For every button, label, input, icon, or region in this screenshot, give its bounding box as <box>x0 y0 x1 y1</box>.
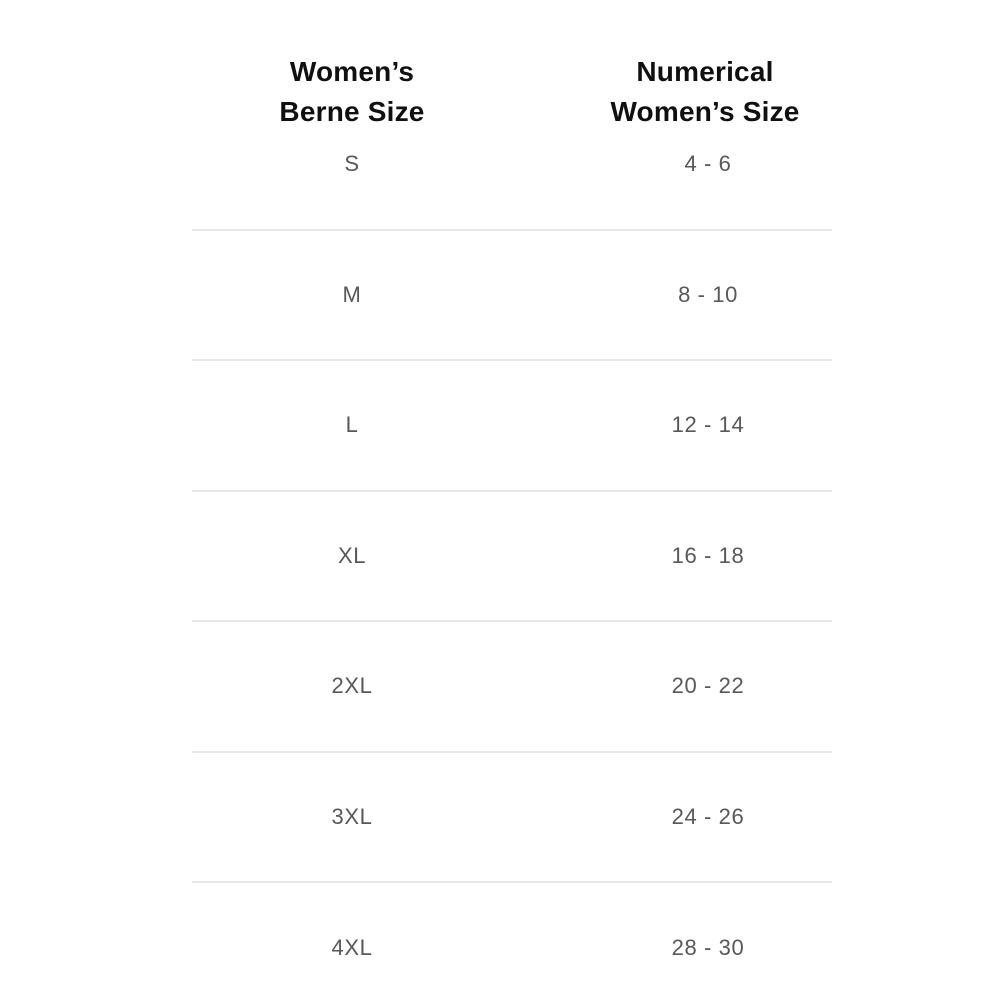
cell-berne-size: 2XL <box>331 673 373 699</box>
cell-berne-size: L <box>345 412 359 438</box>
header-numerical-size-line2: Women’s Size <box>610 96 800 127</box>
header-numerical-size-line1: Numerical <box>636 56 774 87</box>
size-chart-body <box>192 100 832 1000</box>
cell-numerical-size: 12 - 14 <box>671 412 745 438</box>
cell-numerical-size: 28 - 30 <box>671 935 745 961</box>
table-row <box>192 622 832 753</box>
table-row <box>192 492 832 623</box>
cell-numerical-size: 24 - 26 <box>671 803 745 829</box>
cell-berne-size: 4XL <box>331 935 373 961</box>
table-row <box>192 100 832 231</box>
header-berne-size-line2: Berne Size <box>279 96 425 127</box>
cell-numerical-size: 4 - 6 <box>684 151 732 177</box>
cell-numerical-size: 16 - 18 <box>671 542 745 568</box>
table-row <box>192 361 832 492</box>
table-row <box>192 883 832 1000</box>
table-row <box>192 753 832 884</box>
cell-numerical-size: 8 - 10 <box>678 281 738 307</box>
cell-berne-size: M <box>342 281 362 307</box>
cell-berne-size: 3XL <box>331 803 373 829</box>
cell-numerical-size: 20 - 22 <box>671 673 745 699</box>
cell-berne-size: S <box>344 151 360 177</box>
cell-berne-size: XL <box>337 542 367 568</box>
header-berne-size-line1: Women’s <box>289 56 415 87</box>
table-row <box>192 231 832 362</box>
